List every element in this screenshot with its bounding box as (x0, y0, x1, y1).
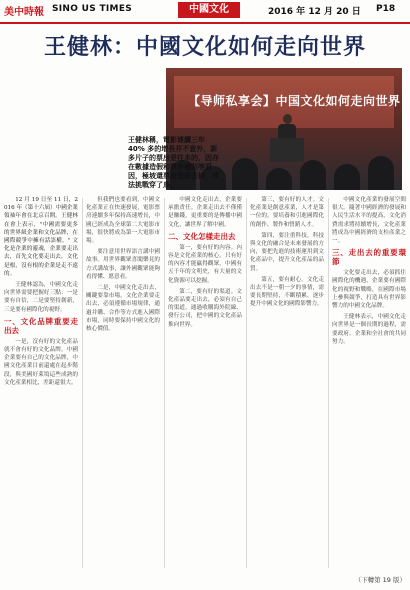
column-divider (328, 198, 329, 568)
newspaper-name-cn: 美中時報 (4, 7, 44, 18)
issue-date: 2016 年 12 月 20 日 (268, 7, 361, 17)
page-number: P18 (376, 4, 396, 14)
newspaper-name-en: SINO US TIMES (52, 4, 133, 14)
section-heading-1: 一、文化品牌重要走出去 (4, 316, 78, 335)
photo-caption: 王健林稱，電影連續三年 40% 多的增長并不意外，新多片子的票房是往本的，因存在數據造假和票房補貼等原因，極坡還票房造假去掉，池法挑戰穿了鳥。 (128, 136, 219, 189)
column-divider (82, 198, 83, 568)
article-column-5 (332, 196, 406, 570)
article-column-4 (250, 196, 324, 570)
section-heading-2: 二、文化怎樣走出去 (168, 231, 236, 241)
section-heading-3: 三、走出去的重要環節 (332, 248, 406, 267)
paragraph: 中國文化產業的發展空間很大。隨著中國經濟的發展和人民生活水平的提高，文化消費需求將持續增長，文化產業將成為中國經濟的支柱產業之一。 (332, 197, 406, 245)
paragraph: 文化要走出去，必須抓住國際化的機遇，企業要有國際化的視野和戰略，在國際市場上參與競爭，打造具有世界影響力的中國文化品牌。 (332, 270, 406, 310)
article-headline: 王健林：中國文化如何走向世界 (43, 35, 366, 60)
paragraph: 要注意用世界語言講中國故事。用世界觀眾喜聞樂見的方式講故事，讓外國觀眾能夠看得懂、愿意看。 (86, 249, 160, 280)
paragraph: 第三，要有好的人才。文化產業是創意產業，人才是第一位的，要培養和引進國際化的創作、製作和營銷人才。 (250, 197, 324, 228)
article-column-1 (4, 196, 78, 570)
paragraph: 第五，要有耐心。文化走出去不是一朝一夕的事情，需要長期堅持，不斷積累，逐步提升中國文化的國際影響力。 (250, 276, 324, 308)
paragraph: 二是，中國文化走出去，關鍵要靠市場。文化企業要走出去，必須遵循市場規律，通過并購、合作等方式進入國際市場，同時要保持中國文化的核心價值。 (86, 285, 160, 333)
article-column-2 (86, 196, 160, 570)
paragraph: 王健林表示，中國文化走向世界是一個長期的過程，需要政府、企業和全社會的共同努力。 (332, 314, 406, 345)
paragraph: 第一，要有好的內容。內容是文化產業的核心，只有好的內容才能贏得觀眾。中國有五千年的文明史，有大量的文化資源可以挖掘。 (168, 244, 242, 284)
masthead (0, 0, 410, 24)
lead-paragraph: 12 月 19 日至 11 日，2016 年（第十六屆）中國企業領袖年會在北京召開。王健林在會上表示，"中國需要更多的世界級企業和文化品牌，在國際競爭中擁有話語權。" 文化是企業的靈魂，企業要走出去，首先文化要走出去，文化是根，沒有根的企業是走不遠的。 (4, 197, 78, 277)
paragraph: 但我們也要看到，中國文化產業正在快速發展，電影票房連續多年保持高速增長，中國已經成為全球第二大電影市場，很快將成為第一大電影市場。 (86, 197, 160, 245)
continued-note: （下轉第 19 版） (354, 576, 406, 584)
paragraph: 中國文化走出去，企業要承擔責任。企業走出去不僅僅是賺錢，更重要的是傳播中國文化，讓世界了解中國。 (168, 197, 242, 228)
column-divider (164, 198, 165, 568)
stage-banner-text: 【导师私享会】中国文化如何走向世界 (188, 94, 401, 108)
article-body (4, 196, 406, 572)
column-divider (246, 198, 247, 568)
paragraph: 一是，沒有好的文化產品就不會有好的文化品牌。中國企業要有自己的文化品牌，中國文化產業目前還處在起步階段，與美國好萊塢這些成熟的文化產業相比，差距還很大。 (4, 338, 78, 386)
paragraph: 第二，要有好的渠道。文化產品要走出去，必須有自己的渠道，通過收購海外院線、發行公司，把中國的文化產品推向世界。 (168, 288, 242, 328)
section-label: 中國文化 (178, 2, 240, 18)
article-column-3 (168, 196, 242, 570)
paragraph: 第四，要注重科技。科技與文化的融合是未來發展的方向，要把先進的技術運用到文化產品中，提升文化產品的品質。 (250, 232, 324, 272)
paragraph: 王健林認為，中國文化走向世界需要把握好三點：一是要有自信，二是要堅持創新，三是要有國際化的視野。 (4, 282, 78, 313)
